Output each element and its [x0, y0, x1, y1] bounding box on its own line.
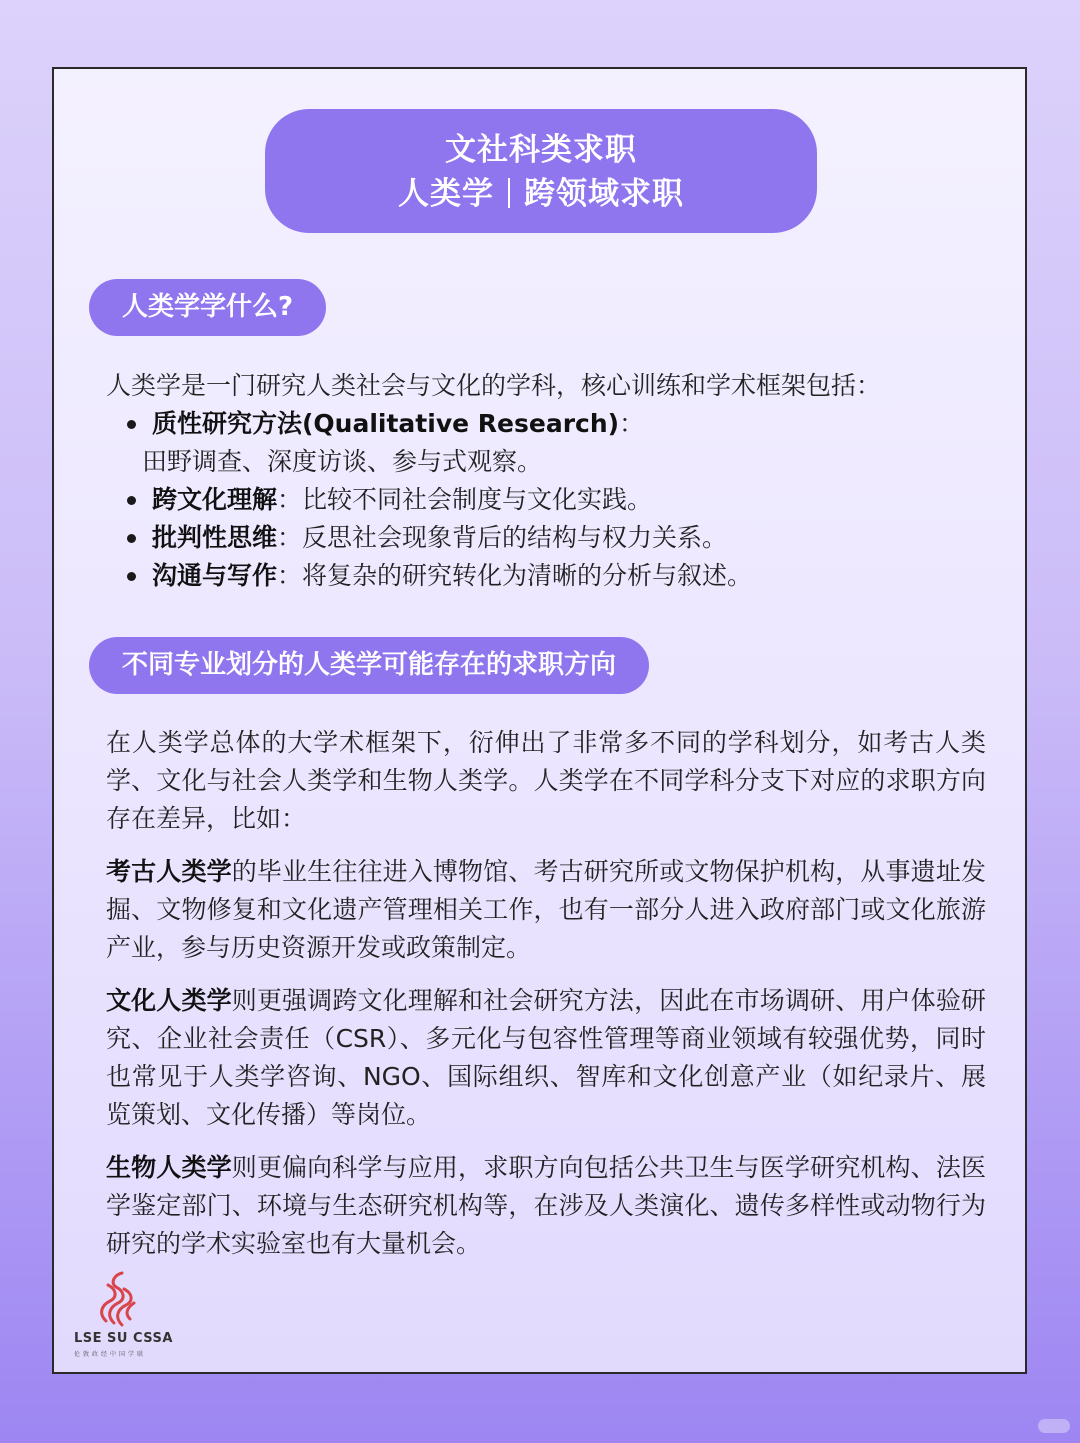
- title-banner: [265, 109, 817, 233]
- title-divider: [508, 178, 510, 208]
- section2-intro: 在人类学总体的大学术框架下，衍伸出了非常多不同的学科划分，如考古人类学、文化与社会人类学和生物人类学。人类学在不同学科分支下对应的求职方向存在差异，比如：: [106, 728, 986, 833]
- paragraph-archaeological: [106, 853, 986, 967]
- section1-intro: 人类学是一门研究人类社会与文化的学科，核心训练和学术框架包括：: [106, 371, 882, 400]
- section-heading-career-directions: 不同专业划分的人类学可能存在的求职方向: [89, 637, 649, 694]
- paragraph-term: 生物人类学: [106, 1153, 232, 1182]
- list-item-term: 跨文化理解: [152, 485, 278, 514]
- list-item-text: ：反思社会现象背后的结构与权力关系。: [277, 523, 728, 552]
- paragraph-text: 的毕业生往往进入博物馆、考古研究所或文物保护机构，从事遗址发掘、文物修复和文化遗产管理相关工作，也有一部分人进入政府部门或文化旅游产业，参与历史资源开发或政策制定。: [106, 857, 986, 962]
- list-item-term: 批判性思维: [152, 523, 278, 552]
- list-item-text: ：: [619, 409, 645, 438]
- logo-subtitle: 伦敦政经中国学联: [74, 1351, 147, 1358]
- list-item: [106, 557, 986, 595]
- list-item: [106, 519, 986, 557]
- title-topic: 跨领域求职: [524, 176, 684, 212]
- title-subject: 人类学: [398, 176, 494, 212]
- paragraph-text: 则更偏向科学与应用，求职方向包括公共卫生与医学研究机构、法医学鉴定部门、环境与生态研究机构等，在涉及人类演化、遗传多样性或动物行为研究的学术实验室也有大量机会。: [106, 1153, 986, 1258]
- list-item-text: ：将复杂的研究转化为清晰的分析与叙述。: [277, 561, 753, 590]
- paragraph-term: 考古人类学: [106, 857, 232, 886]
- paragraph-term: 文化人类学: [106, 986, 232, 1015]
- paragraph-cultural: [106, 982, 986, 1134]
- paragraph-biological: [106, 1149, 986, 1263]
- title-line-2: [265, 171, 817, 217]
- lse-su-cssa-logo: [74, 1269, 174, 1359]
- section-heading-what-to-learn: 人类学学什么?: [89, 279, 326, 336]
- list-item-term: 沟通与写作: [152, 561, 278, 590]
- logo-name: LSE SU CSSA: [74, 1331, 173, 1346]
- list-item-continuation: 田野调查、深度访谈、参与式观察。: [142, 447, 543, 476]
- title-line-1: 文社科类求职: [445, 132, 637, 168]
- watermark-badge: [1038, 1419, 1070, 1433]
- core-skills-list: [106, 405, 986, 595]
- paragraph-text: 则更强调跨文化理解和社会研究方法，因此在市场调研、用户体验研究、企业社会责任（CSR）、多元化与包容性管理等商业领域有较强优势，同时也常见于人类学咨询、NGO、国际组织、智库和文化创意产业（如纪录片、展览策划、文化传播）等岗位。: [106, 986, 986, 1129]
- list-item: [106, 405, 986, 481]
- logo-mark-icon: [96, 1269, 146, 1327]
- content-card: [52, 67, 1027, 1374]
- list-item: [106, 481, 986, 519]
- career-paragraphs: [106, 724, 986, 1278]
- list-item-text: ：比较不同社会制度与文化实践。: [277, 485, 653, 514]
- list-item-term: 质性研究方法(Qualitative Research): [152, 409, 620, 438]
